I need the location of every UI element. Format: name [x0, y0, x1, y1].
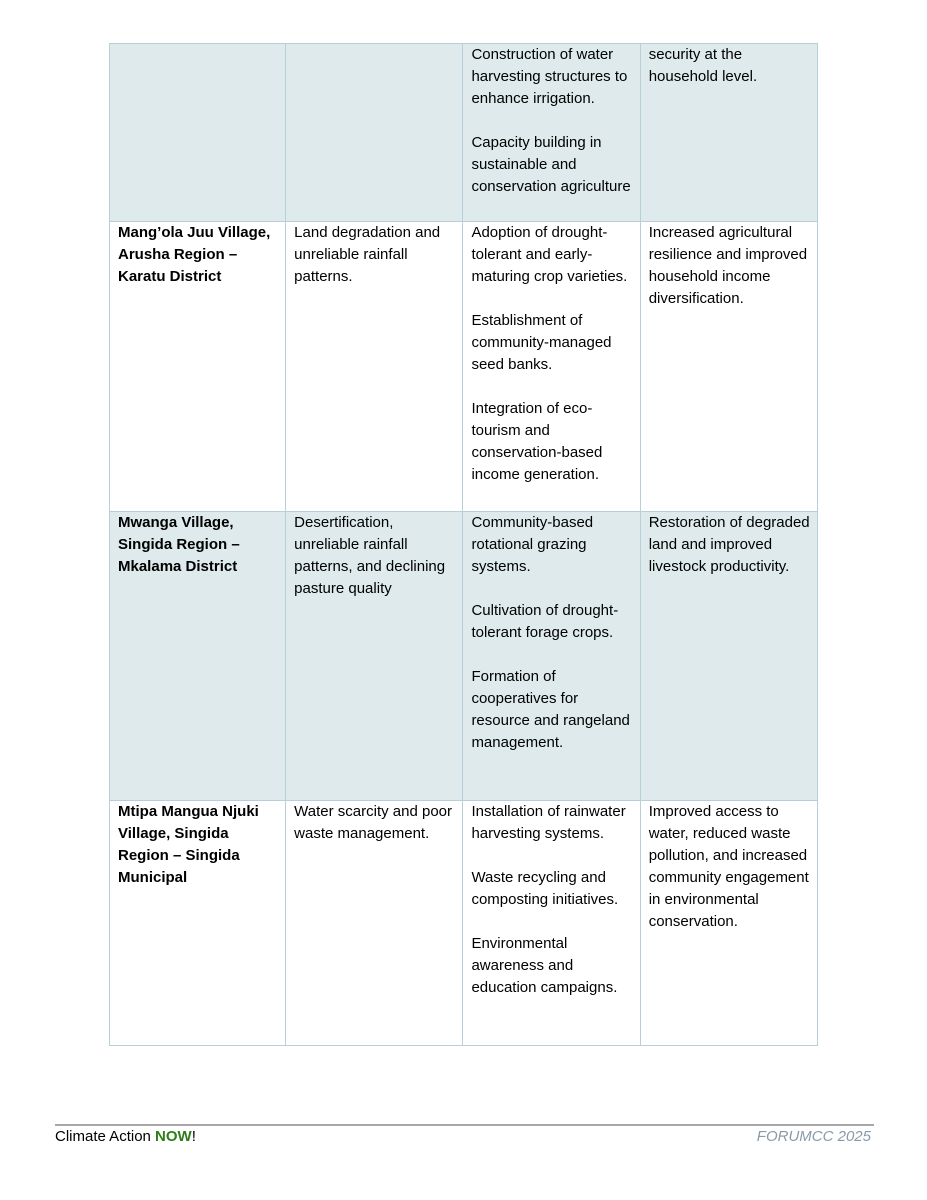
- intervention-item: Installation of rainwater harvesting systems.: [471, 803, 626, 842]
- interventions-cell: [463, 801, 640, 1046]
- outcome-cell: Increased agricultural resilience and improved household income diversification.: [640, 222, 817, 512]
- challenge-cell: Water scarcity and poor waste management.: [286, 801, 463, 1046]
- intervention-item: Waste recycling and composting initiatives.: [471, 869, 619, 908]
- table-row: [110, 222, 818, 512]
- footer-tagline-emphasis: NOW: [155, 1128, 192, 1145]
- interventions-cell: [463, 222, 640, 512]
- outcome-cell: security at the household level.: [640, 44, 817, 222]
- location-cell: Mang’ola Juu Village, Arusha Region – Karatu District: [110, 222, 286, 512]
- footer-tagline: Climate Action NOW!: [55, 1128, 196, 1145]
- location-cell: Mwanga Village, Singida Region – Mkalama District: [110, 512, 286, 801]
- intervention-item: Formation of cooperatives for resource and rangeland management.: [471, 668, 630, 751]
- intervention-item: Community-based rotational grazing systems.: [471, 514, 594, 575]
- intervention-item: Construction of water harvesting structures to enhance irrigation.: [471, 46, 628, 107]
- location-cell: [110, 44, 286, 222]
- intervention-item: Environmental awareness and education campaigns.: [471, 935, 618, 996]
- projects-table: [109, 43, 818, 1046]
- table-row: [110, 512, 818, 801]
- intervention-item: Integration of eco-tourism and conservation-based income generation.: [471, 400, 603, 483]
- challenge-cell: [286, 44, 463, 222]
- challenge-cell: Desertification, unreliable rainfall patterns, and declining pasture quality: [286, 512, 463, 801]
- intervention-item: Cultivation of drought-tolerant forage crops.: [471, 602, 619, 641]
- location-cell: Mtipa Mangua Njuki Village, Singida Region – Singida Municipal: [110, 801, 286, 1046]
- intervention-item: Establishment of community-managed seed banks.: [471, 312, 612, 373]
- intervention-item: Adoption of drought-tolerant and early-maturing crop varieties.: [471, 224, 628, 285]
- challenge-cell: Land degradation and unreliable rainfall patterns.: [286, 222, 463, 512]
- footer-organization: FORUMCC 2025: [756, 1128, 871, 1145]
- outcome-cell: Improved access to water, reduced waste pollution, and increased community engagement in environmental conservation.: [640, 801, 817, 1046]
- interventions-cell: [463, 44, 640, 222]
- table-row: [110, 801, 818, 1046]
- interventions-cell: [463, 512, 640, 801]
- outcome-cell: Restoration of degraded land and improved livestock productivity.: [640, 512, 817, 801]
- intervention-item: Capacity building in sustainable and conservation agriculture: [471, 134, 631, 195]
- footer-divider: [55, 1124, 874, 1126]
- table-row: [110, 44, 818, 222]
